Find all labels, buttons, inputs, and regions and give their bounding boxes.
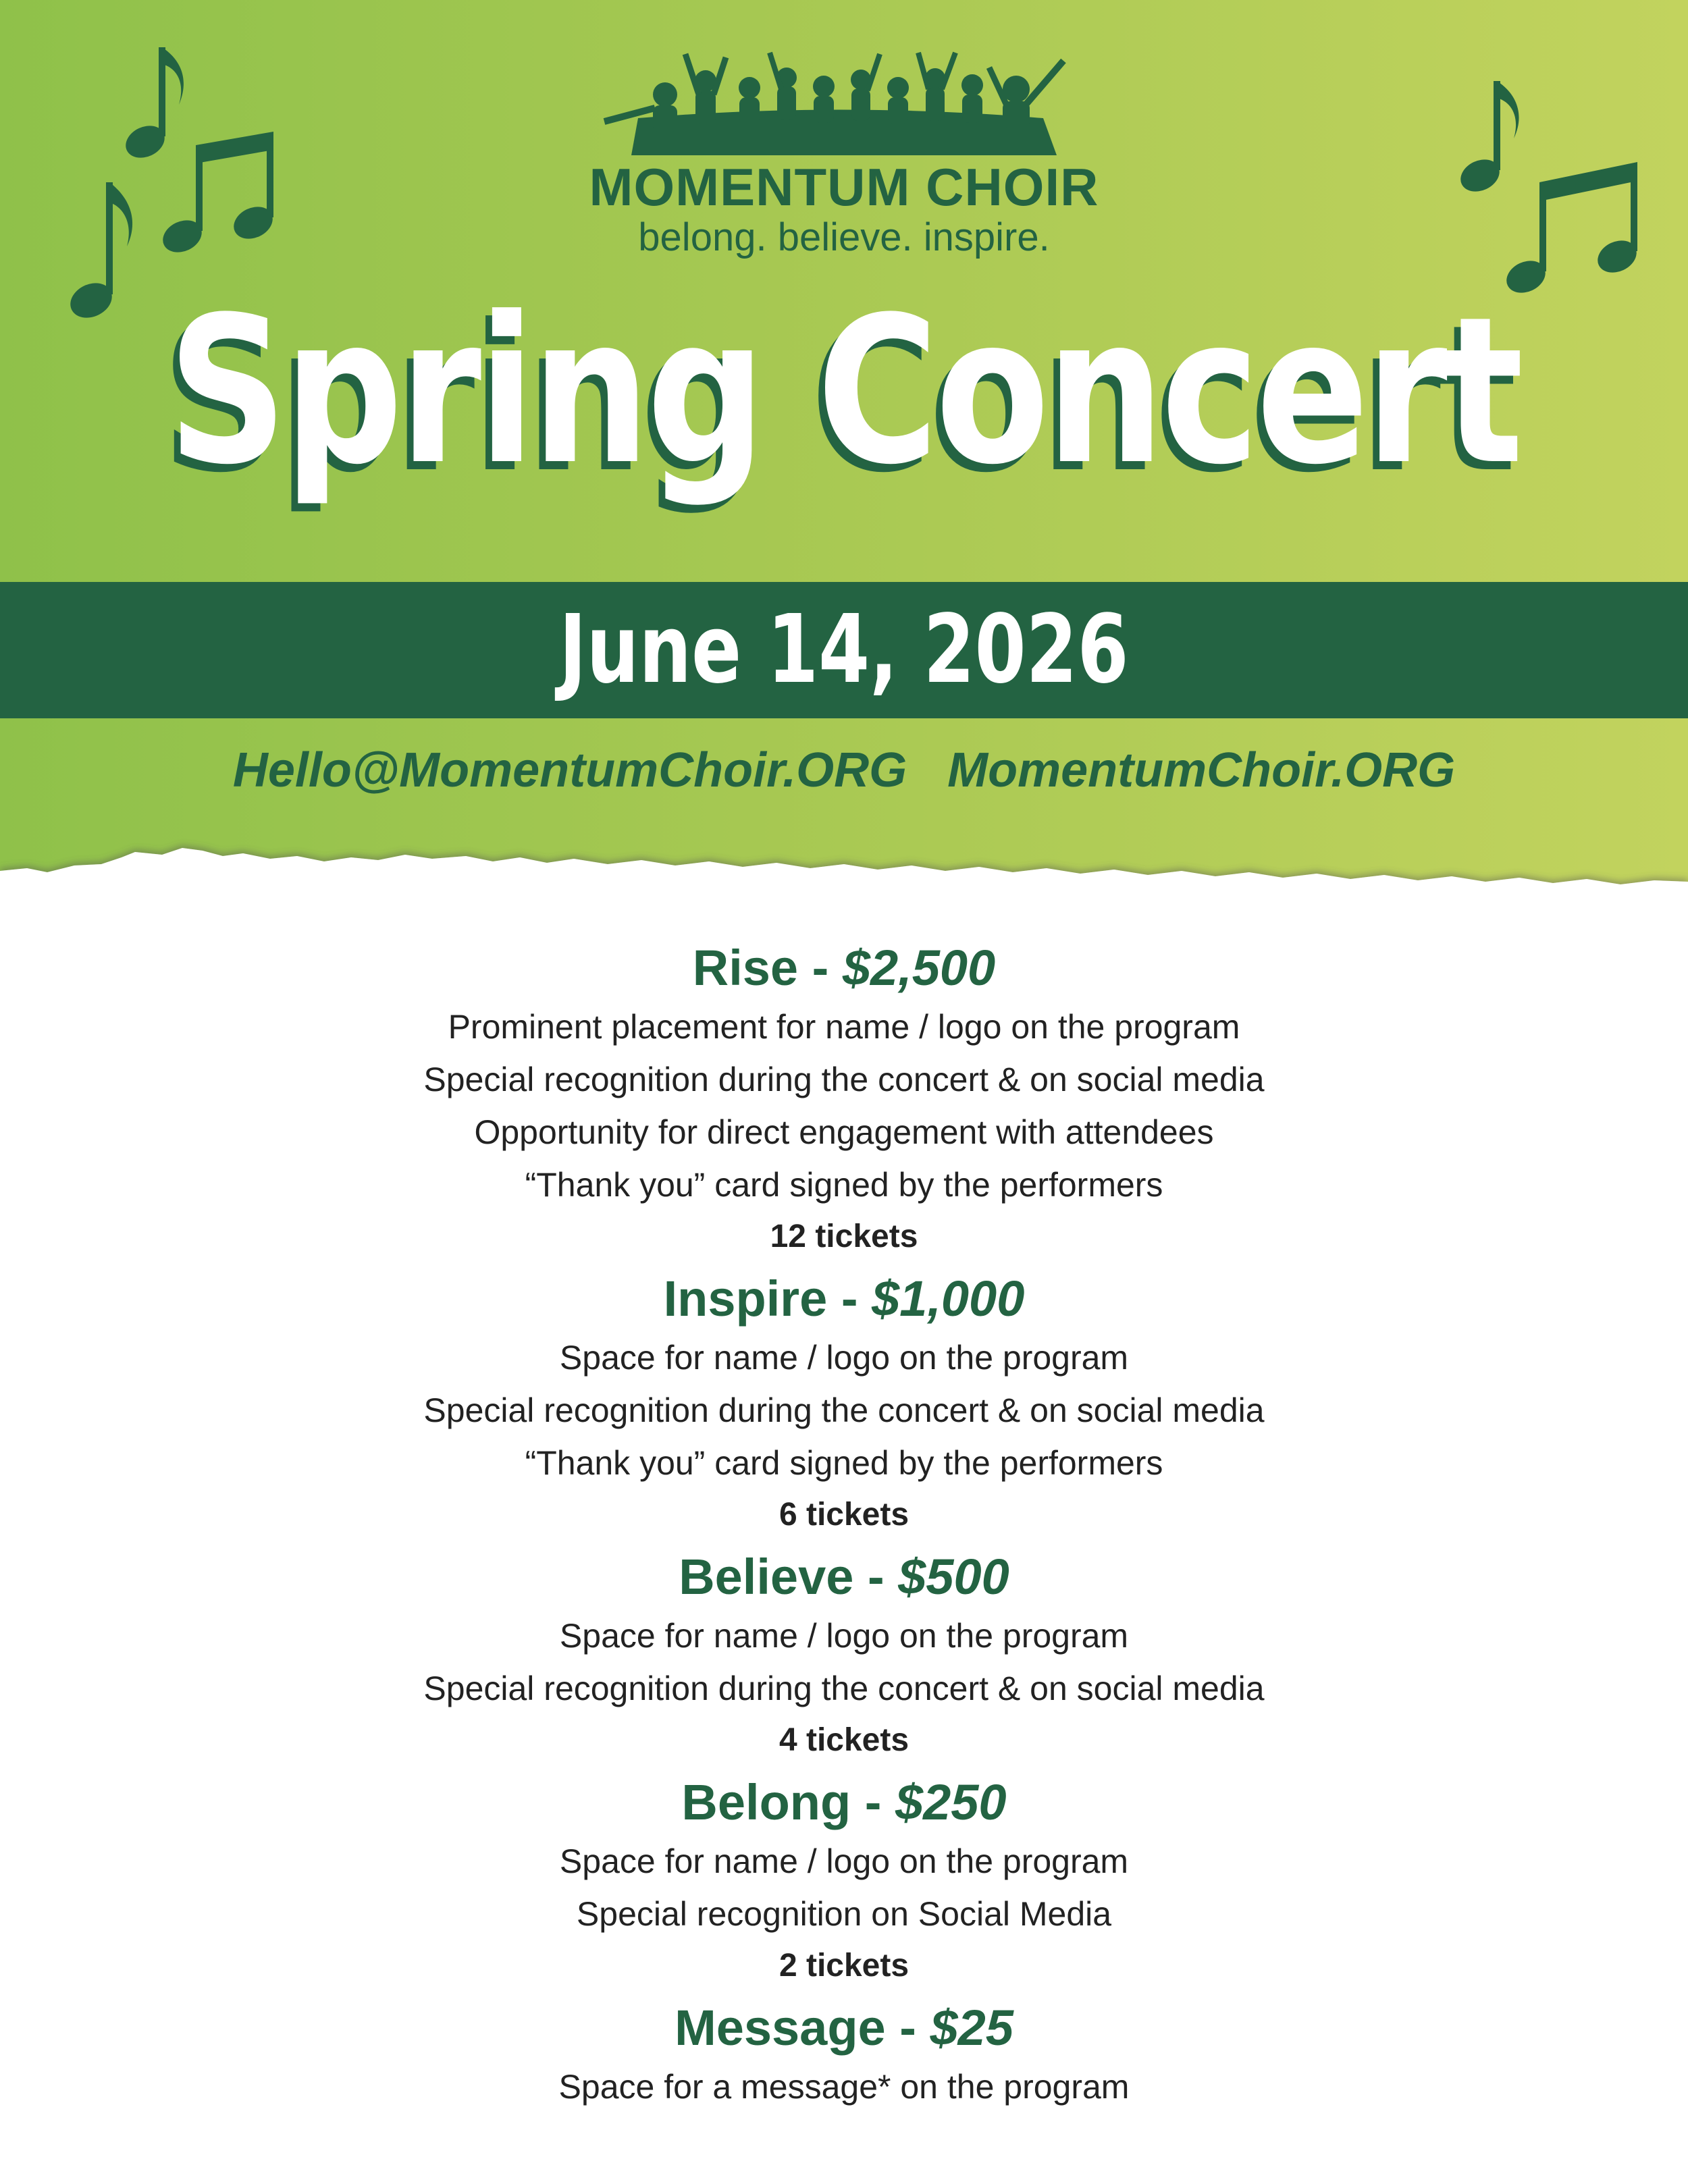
tier-name: Belong - [681, 1774, 895, 1830]
tier-believe [0, 1545, 1688, 1766]
org-name: MOMENTUM CHOIR [589, 157, 1099, 217]
tier-benefit: Space for name / logo on the program [559, 1617, 1129, 1655]
tier-price: $2,500 [842, 940, 996, 996]
tier-tickets: 12 tickets [770, 1219, 918, 1254]
torn-paper-edge [0, 817, 1688, 911]
tier-name: Rise - [692, 940, 843, 996]
tier-title [0, 936, 1688, 1001]
tier-title [0, 1770, 1688, 1835]
tier-benefit: Opportunity for direct engagement with attendees [474, 1113, 1214, 1151]
tier-price: $250 [895, 1774, 1007, 1830]
tier-message [0, 1996, 1688, 2113]
event-title: Spring Concert [167, 273, 1521, 509]
tier-rise [0, 936, 1688, 1262]
tier-name: Believe - [679, 1549, 899, 1605]
tier-benefit: Space for name / logo on the program [559, 1339, 1129, 1377]
tier-benefit: Special recognition during the concert & on social media [423, 1061, 1265, 1098]
tier-price: $1,000 [872, 1271, 1025, 1327]
tier-benefit: Space for a message* on the program [558, 2068, 1130, 2106]
choir-crowd-logo-icon [591, 47, 1084, 155]
tier-benefit: Special recognition during the concert & on social media [423, 1391, 1265, 1429]
tier-tickets: 4 tickets [779, 1722, 909, 1758]
tier-price: $500 [898, 1549, 1009, 1605]
tagline: belong. believe. inspire. [638, 215, 1050, 259]
tier-belong [0, 1770, 1688, 1992]
tier-benefit: Special recognition on Social Media [576, 1895, 1112, 1933]
tier-benefit: Special recognition during the concert & on social media [423, 1670, 1265, 1707]
tier-inspire [0, 1267, 1688, 1541]
tier-title [0, 1545, 1688, 1609]
event-date: June 14, 2026 [559, 595, 1129, 705]
tier-name: Message - [675, 2000, 930, 2056]
tier-benefit: Space for name / logo on the program [559, 1842, 1129, 1880]
tier-price: $25 [930, 2000, 1013, 2056]
tier-name: Inspire - [663, 1271, 872, 1327]
tier-benefit: “Thank you” card signed by the performers [525, 1444, 1163, 1482]
tier-benefit: “Thank you” card signed by the performers [525, 1166, 1163, 1204]
tier-tickets: 2 tickets [779, 1948, 909, 1983]
tier-title [0, 1996, 1688, 2060]
tier-benefit: Prominent placement for name / logo on the program [448, 1008, 1240, 1046]
tier-title [0, 1267, 1688, 1331]
contact-line [0, 743, 1688, 798]
website-link[interactable]: MomentumChoir.ORG [947, 743, 1456, 797]
email-link[interactable]: Hello@MomentumChoir.ORG [232, 743, 907, 797]
sponsorship-tiers [0, 932, 1688, 2113]
date-band [0, 582, 1688, 718]
tier-tickets: 6 tickets [779, 1497, 909, 1533]
